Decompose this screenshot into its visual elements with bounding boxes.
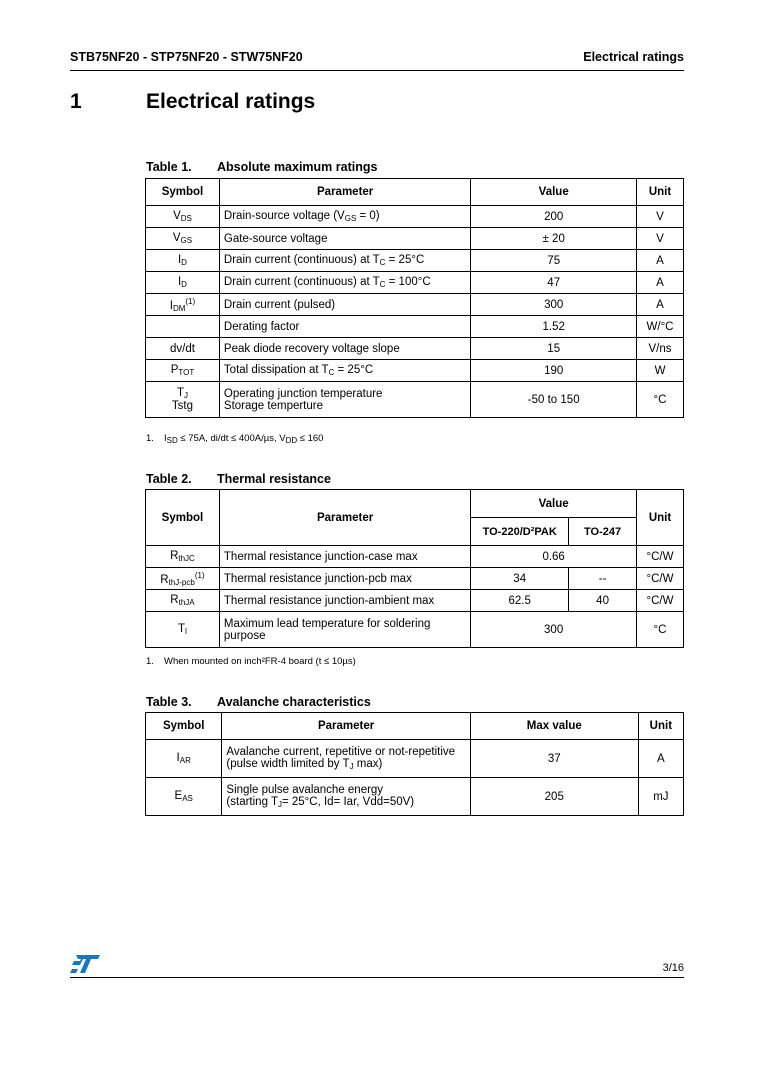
symbol-cell: $R_{thJ-pcb}^{(1)}$ bbox=[146, 568, 220, 590]
col-unit: Unit bbox=[638, 713, 683, 740]
parameter-cell: Thermal resistance junction-case max bbox=[219, 546, 470, 568]
table2-label: Table 2. bbox=[146, 472, 192, 486]
page-header bbox=[70, 50, 684, 71]
section-number: 1 bbox=[70, 90, 82, 113]
header-section-title: Electrical ratings bbox=[583, 50, 684, 64]
unit-cell: V bbox=[637, 206, 684, 228]
value-cell: 300 bbox=[471, 294, 637, 316]
unit-cell: A bbox=[638, 740, 683, 778]
value-cell-to220: 62.5 bbox=[471, 590, 569, 612]
unit-cell: mJ bbox=[638, 778, 683, 816]
value-cell: ± 20 bbox=[471, 228, 637, 250]
value-cell-to247: 40 bbox=[569, 590, 637, 612]
page-number: 3/16 bbox=[662, 962, 684, 974]
symbol-cell: $P_{TOT}$ bbox=[146, 360, 220, 382]
table-row bbox=[146, 338, 684, 360]
parameter-cell: Thermal resistance junction-ambient max bbox=[219, 590, 470, 612]
parameter-cell: Operating junction temperature Storage temperture bbox=[219, 382, 470, 418]
table2-caption bbox=[146, 472, 331, 486]
table1-footnote: 1. $I_{SD} \le 75A$, di/dt ≤ 400A/µs, $V_{DD} \le 160$ bbox=[146, 433, 324, 445]
col-parameter: Parameter bbox=[219, 179, 470, 206]
unit-cell: A bbox=[637, 272, 684, 294]
unit-cell: °C bbox=[637, 612, 684, 648]
col-parameter: Parameter bbox=[222, 713, 470, 740]
col-symbol: Symbol bbox=[146, 490, 220, 546]
symbol-cell bbox=[146, 316, 220, 338]
value-cell: 200 bbox=[471, 206, 637, 228]
value-cell: 190 bbox=[471, 360, 637, 382]
table-row bbox=[146, 360, 684, 382]
col-max-value: Max value bbox=[470, 713, 638, 740]
table3-label: Table 3. bbox=[146, 695, 192, 709]
table-thermal-resistance bbox=[145, 489, 684, 648]
parameter-cell: Drain current (pulsed) bbox=[219, 294, 470, 316]
symbol-cell: $I_{DM}^{(1)}$ bbox=[146, 294, 220, 316]
col-value: Value bbox=[471, 179, 637, 206]
table-row bbox=[146, 228, 684, 250]
symbol-cell: $E_{AS}$ bbox=[146, 778, 222, 816]
parameter-cell: Single pulse avalanche energy (starting $T_J= 25^\circ C$, Id= Iar, Vdd=50V) bbox=[222, 778, 470, 816]
col-to220-d2pak: TO-220/D²PAK bbox=[471, 518, 569, 546]
symbol-cell: $V_{DS}$ bbox=[146, 206, 220, 228]
table2-header-row bbox=[146, 490, 684, 518]
unit-cell: A bbox=[637, 294, 684, 316]
unit-cell: °C/W bbox=[637, 590, 684, 612]
value-cell: 1.52 bbox=[471, 316, 637, 338]
table-row bbox=[146, 590, 684, 612]
table-row bbox=[146, 294, 684, 316]
unit-cell: °C/W bbox=[637, 546, 684, 568]
value-cell: -50 to 150 bbox=[471, 382, 637, 418]
col-to247: TO-247 bbox=[569, 518, 637, 546]
unit-cell: W/°C bbox=[637, 316, 684, 338]
table-avalanche-characteristics bbox=[145, 712, 684, 816]
symbol-cell: $T_l$ bbox=[146, 612, 220, 648]
col-parameter: Parameter bbox=[219, 490, 470, 546]
table-row bbox=[146, 778, 684, 816]
table2-title: Thermal resistance bbox=[217, 472, 331, 486]
value-cell: 75 bbox=[471, 250, 637, 272]
table1-title: Absolute maximum ratings bbox=[217, 160, 378, 174]
symbol-cell: $I_{AR}$ bbox=[146, 740, 222, 778]
parameter-cell: Drain current (continuous) at $T_C = 25^\circ C$ bbox=[219, 250, 470, 272]
value-cell: 300 bbox=[471, 612, 637, 648]
table1-caption bbox=[146, 160, 377, 174]
table-row bbox=[146, 568, 684, 590]
unit-cell: °C/W bbox=[637, 568, 684, 590]
symbol-cell: $R_{thJC}$ bbox=[146, 546, 220, 568]
value-cell: 0.66 bbox=[471, 546, 637, 568]
value-cell: 205 bbox=[470, 778, 638, 816]
table-row bbox=[146, 272, 684, 294]
table-absolute-maximum-ratings bbox=[145, 178, 684, 418]
section-title: Electrical ratings bbox=[146, 90, 316, 113]
table2-footnote: 1. When mounted on inch²FR-4 board (t ≤ 10µs) bbox=[146, 656, 356, 667]
value-cell: 37 bbox=[470, 740, 638, 778]
col-unit: Unit bbox=[637, 490, 684, 546]
table-row bbox=[146, 316, 684, 338]
table-row bbox=[146, 612, 684, 648]
parameter-cell: Total dissipation at $T_C = 25^\circ C$ bbox=[219, 360, 470, 382]
symbol-cell: $V_{GS}$ bbox=[146, 228, 220, 250]
unit-cell: A bbox=[637, 250, 684, 272]
symbol-cell: dv/dt bbox=[146, 338, 220, 360]
table-row bbox=[146, 382, 684, 418]
symbol-cell: $I_D$ bbox=[146, 250, 220, 272]
table1-header-row bbox=[146, 179, 684, 206]
table-row bbox=[146, 250, 684, 272]
value-cell-to247: -- bbox=[569, 568, 637, 590]
unit-cell: °C bbox=[637, 382, 684, 418]
symbol-cell: $R_{thJA}$ bbox=[146, 590, 220, 612]
parameter-cell: Avalanche current, repetitive or not-repetitive (pulse width limited by $T_J$ max) bbox=[222, 740, 470, 778]
parameter-cell: Maximum lead temperature for soldering purpose bbox=[219, 612, 470, 648]
unit-cell: W bbox=[637, 360, 684, 382]
table3-caption bbox=[146, 695, 371, 709]
value-cell-to220: 34 bbox=[471, 568, 569, 590]
value-cell: 15 bbox=[471, 338, 637, 360]
col-unit: Unit bbox=[637, 179, 684, 206]
col-symbol: Symbol bbox=[146, 713, 222, 740]
symbol-cell: $T_J$ Tstg bbox=[146, 382, 220, 418]
header-part-numbers: STB75NF20 - STP75NF20 - STW75NF20 bbox=[70, 50, 303, 64]
parameter-cell: Drain current (continuous) at $T_C = 100^\circ C$ bbox=[219, 272, 470, 294]
parameter-cell: Peak diode recovery voltage slope bbox=[219, 338, 470, 360]
parameter-cell: Thermal resistance junction-pcb max bbox=[219, 568, 470, 590]
table-row bbox=[146, 740, 684, 778]
unit-cell: V bbox=[637, 228, 684, 250]
table3-title: Avalanche characteristics bbox=[217, 695, 371, 709]
symbol-cell: $I_D$ bbox=[146, 272, 220, 294]
table1-label: Table 1. bbox=[146, 160, 192, 174]
unit-cell: V/ns bbox=[637, 338, 684, 360]
parameter-cell: Drain-source voltage $(V_{GS} = 0)$ bbox=[219, 206, 470, 228]
table3-header-row bbox=[146, 713, 684, 740]
parameter-cell: Derating factor bbox=[219, 316, 470, 338]
col-value: Value bbox=[471, 490, 637, 518]
table-row bbox=[146, 206, 684, 228]
table-row bbox=[146, 546, 684, 568]
col-symbol: Symbol bbox=[146, 179, 220, 206]
parameter-cell: Gate-source voltage bbox=[219, 228, 470, 250]
value-cell: 47 bbox=[471, 272, 637, 294]
st-logo-icon bbox=[70, 955, 100, 978]
page-footer bbox=[70, 955, 684, 978]
